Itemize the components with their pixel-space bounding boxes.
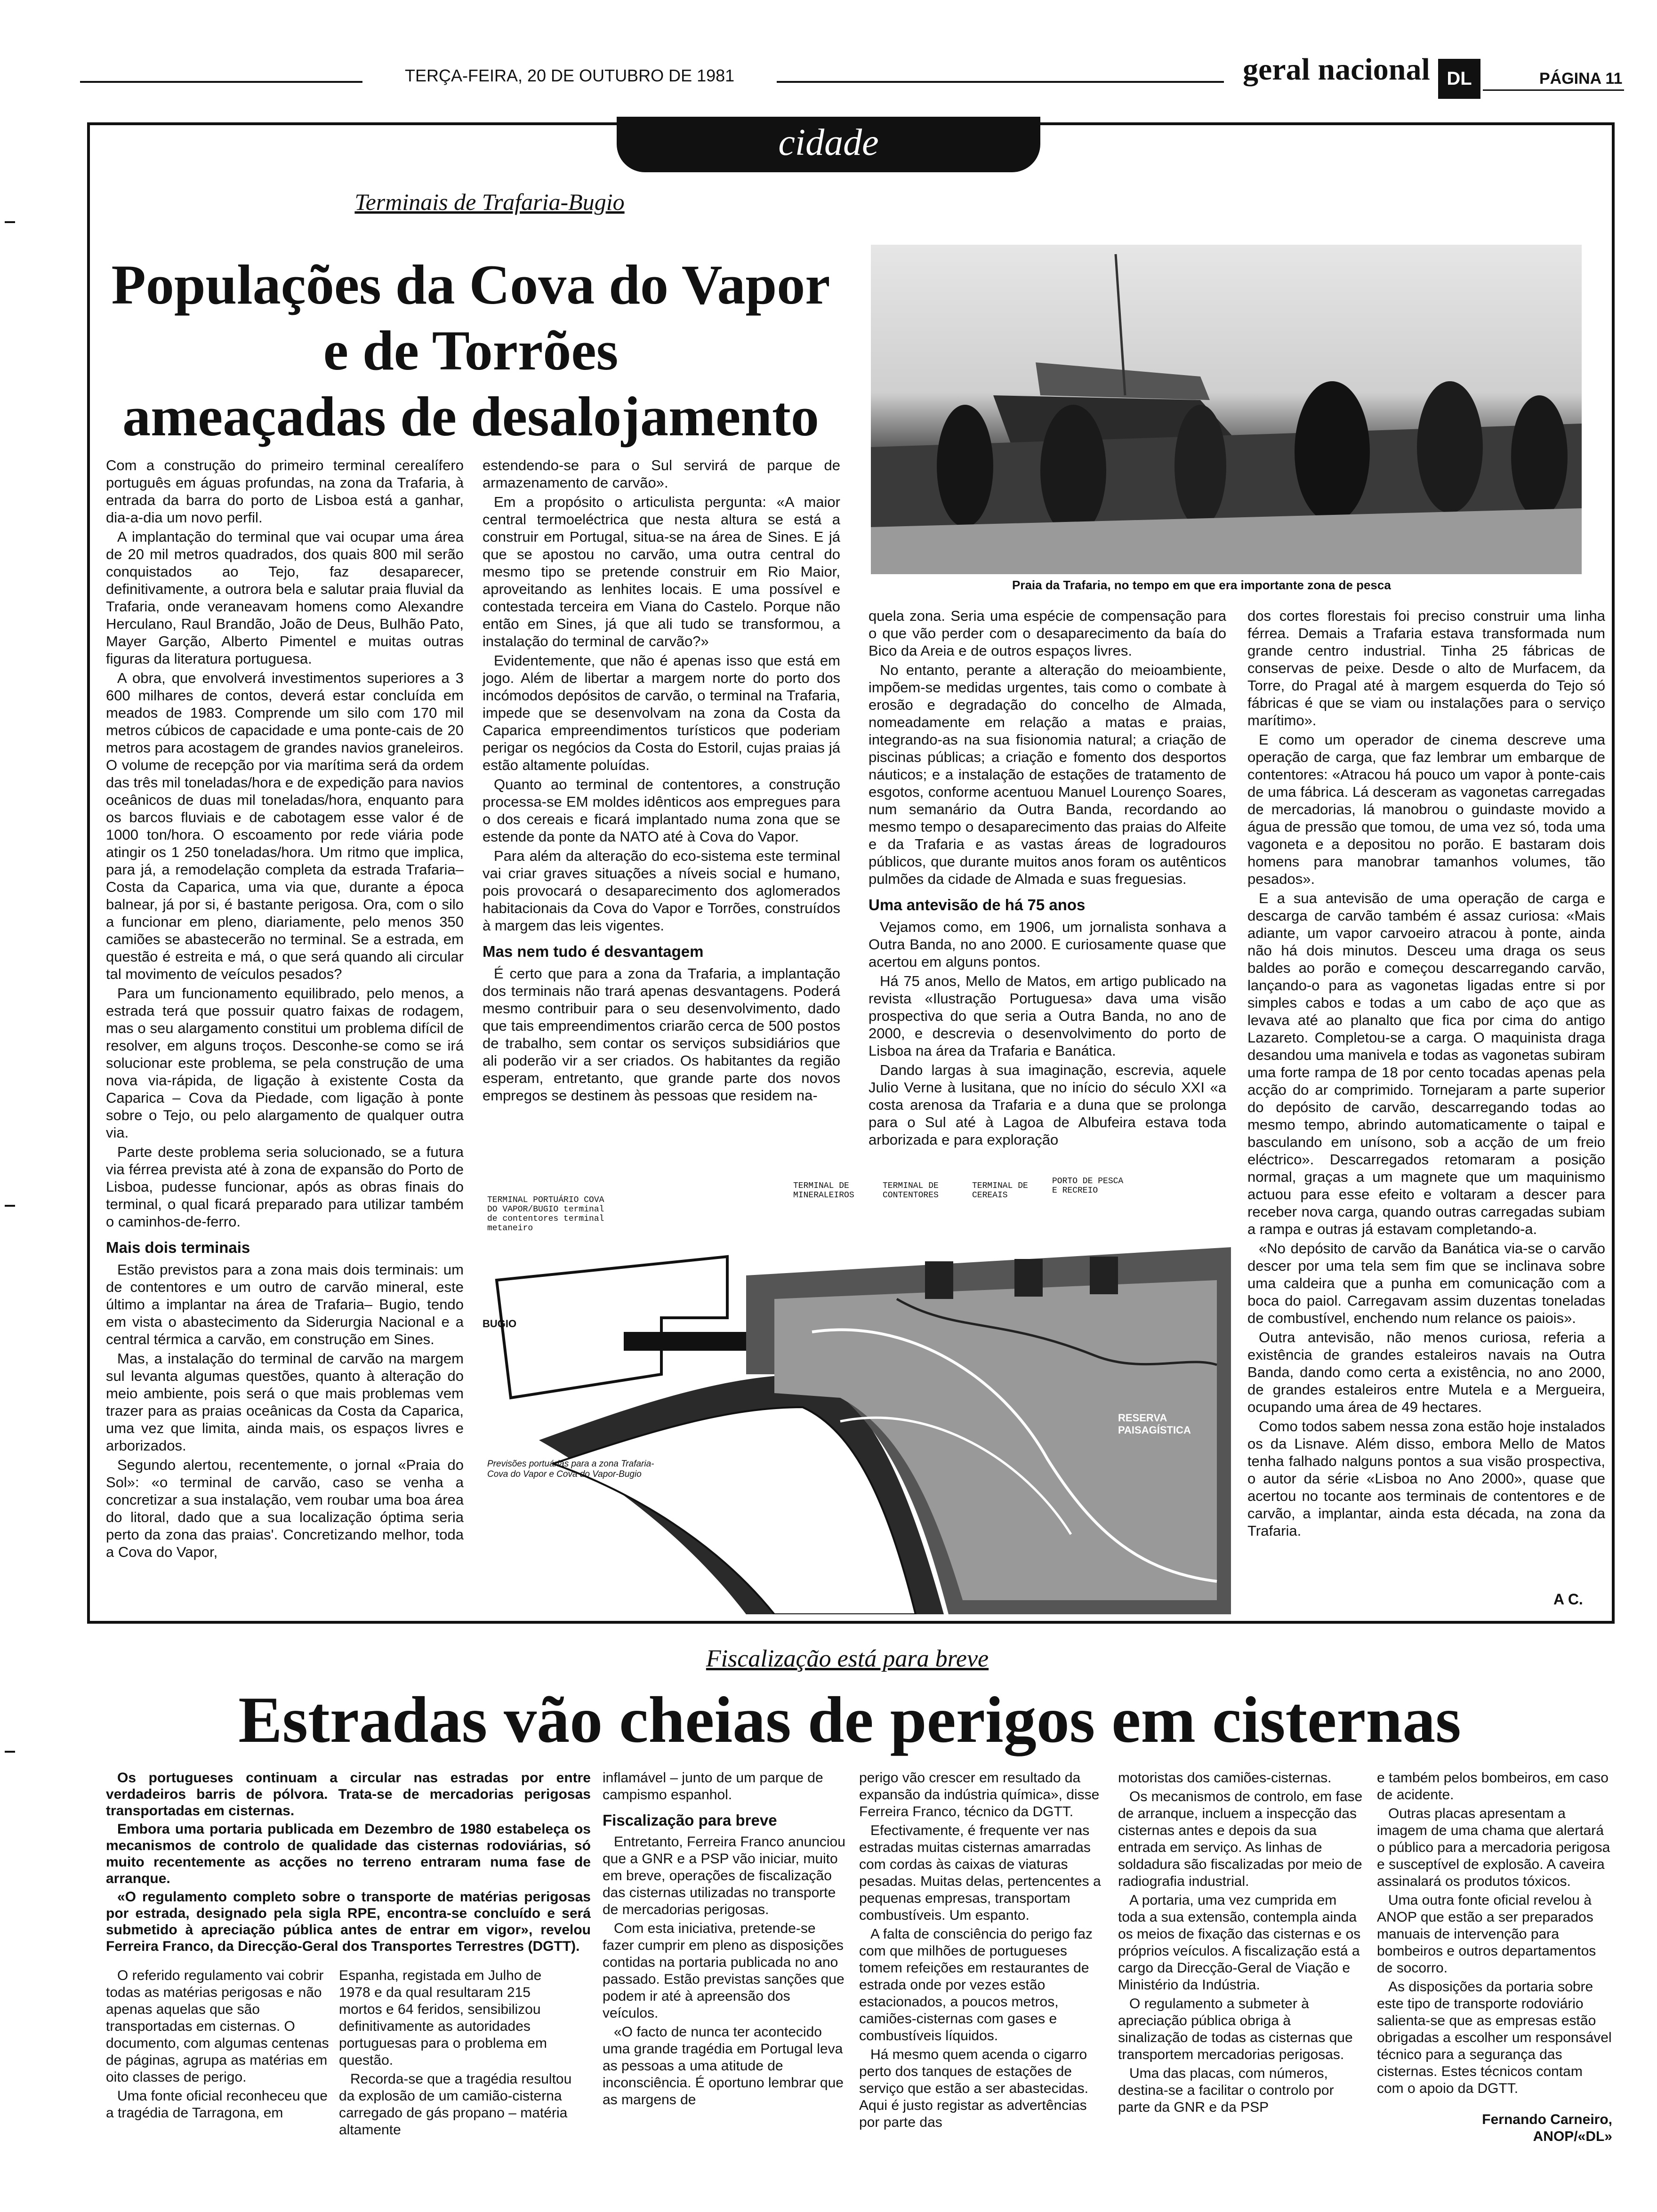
- article1-kicker: Terminais de Trafaria-Bugio: [354, 189, 625, 215]
- map-label-cereais: TERMINAL DE CEREAIS: [972, 1181, 1028, 1200]
- dl-badge-text: DL: [1447, 68, 1472, 89]
- article1-headline-line2: e de Torrões: [323, 319, 619, 382]
- photo-caption: Praia da Trafaria, no tempo em que era importante zona de pesca: [1012, 578, 1391, 592]
- paragraph: Com a construção do primeiro terminal cerealífero português em águas profundas, na zona da Trafaria, à entrada da barra do porto de Lisboa está a ganhar, dia-a-dia um novo perfil.: [106, 457, 464, 526]
- article2-col5: [1118, 1770, 1363, 2118]
- article2-lead: [106, 1770, 591, 1956]
- article1-col3: [869, 607, 1226, 1150]
- margin-mark: [5, 221, 15, 223]
- map-caption: Previsões portuárias para a zona Trafaria-Cova do Vapor e Cova do Vapor-Bugio: [487, 1459, 654, 1479]
- paragraph: «O facto de nunca ter acontecido uma grande tragédia em Portugal leva as pessoas a uma atitude de inconsciência. É oportuno lembrar que as margens de: [603, 2024, 844, 2108]
- paragraph: Mas, a instalação do terminal de carvão na margem sul levanta algumas questões, quanto à alteração do meio ambiente, pois será o que mais problemas vem trazer para as praias oceânicas da Costa da Caparica, uma vez que limita, ainda mais, os espaços livres e arborizados.: [106, 1350, 464, 1454]
- paragraph: Os mecanismos de controlo, em fase de arranque, incluem a inspecção das cisternas antes e depois da sua entrada em serviço. As linhas de soldadura são fiscalizadas por meio de radiografia industrial.: [1118, 1789, 1363, 1889]
- port-plan-map: [483, 1177, 1231, 1614]
- margin-mark: [5, 1205, 15, 1207]
- paragraph: Segundo alertou, recentemente, o jornal «Praia do Sol»: «o terminal de carvão, caso se venha a concretizar a sua instalação, vem roubar uma boa área do litoral, dado que a sua localização óptima seria perto da zona das praias'. Concretizando melhor, toda a Cova do Vapor,: [106, 1457, 464, 1560]
- paragraph: Uma das placas, com números, destina-se a facilitar o controlo por parte da GNR e da PSP: [1118, 2066, 1334, 2115]
- article1-col2: [483, 457, 840, 1106]
- article2-col3: [603, 1770, 847, 2110]
- map-label-terminal-portuario: TERMINAL PORTUÁRIO COVA DO VAPOR/BUGIO terminal de contentores terminal metaneiro: [487, 1195, 604, 1233]
- paragraph: Para um funcionamento equilibrado, pelo menos, a estrada terá que possuir quatro faixas de rodagem, mas o seu alargamento constitui um problema difícil de resolver, em alguns troços. Desconhe-se como se irá solucionar este problema, se pela construção de uma nova via-rápida, de ligação à existente Costa da Caparica – Cova da Piedade, com ligação à ponte sobre o Tejo, ou pelo alargamento de qualquer outra via.: [106, 985, 464, 1141]
- paragraph: perigo vão crescer em resultado da expansão da indústria química», disse Ferreira Franco, técnico da DGTT.: [859, 1770, 1100, 1819]
- header-rule-right: [1483, 89, 1624, 91]
- byline-agency: ANOP/«DL»: [1533, 2129, 1612, 2144]
- article1-headline-line1: Populações da Cova do Vapor: [111, 253, 830, 316]
- paragraph: A obra, que envolverá investimentos superiores a 3 600 milhares de contos, deverá estar concluída em meados de 1983. Comprende um silo com 170 mil metros cúbicos de capacidade e uma ponte-cais de 20 metros para acostagem de grandes navios graneleiros. O volume de recepção por via marítima será da ordem das três mil toneladas/hora e de expedição para navios oceânicos de duas mil toneladas/hora, enquanto para os barcos fluviais e de cabotagem esse valor é de 1000 ton/hora. O escoamento por rede viária pode atingir os 1 250 toneladas/hora. Um ritmo que implica, para já, a remodelação completa da estrada Trafaria–Costa da Caparica, uma via que, durante a época balnear, já por si, é bastante perigosa. Ora, com o silo a funcionar em pleno, diariamente, pelo menos 350 camiões se abastecerão no terminal. Se a estrada, em questão é estreita e má, o que será quando ali circular tal movimento de veículos pesados?: [106, 670, 464, 982]
- article2-col1: [106, 1967, 332, 2124]
- section-banner: [617, 117, 1040, 172]
- paragraph: A portaria, uma vez cumprida em toda a sua extensão, contempla ainda os meios de fixação das cisternas e os próprios veículos. A fiscalização está a cargo da Direcção-Geral de Viação e Ministério da Indústria.: [1118, 1892, 1361, 1993]
- paragraph: Parte deste problema seria solucionado, se a futura via férrea prevista até à zona de expansão do Porto de Lisboa, pudesse funcionar, após as obras finais do terminal, o qual ficará preparado para utilizar também o caminhos-de-ferro.: [106, 1144, 464, 1230]
- paragraph: e também pelos bombeiros, em caso de acidente.: [1377, 1770, 1609, 1803]
- article2-col2: [339, 1967, 574, 2140]
- paragraph: Há 75 anos, Mello de Matos, em artigo publicado na revista «Ilustração Portuguesa» dava uma visão prospectiva do que seria a Outra Banda, no ano de 2000, e descrevia o desenvolvimento do porto de Lisboa na área da Trafaria e Banática.: [869, 973, 1226, 1059]
- subheading: Mais dois terminais: [106, 1239, 250, 1256]
- paragraph: Para além da alteração do eco-sistema este terminal vai criar graves situações a níveis social e humano, pois provocará o desaparecimento dos aglomerados habitacionais da Cova do Vapor e Torrões, construídos à margem das leis vigentes.: [483, 848, 840, 934]
- page-number: PÁGINA 11: [1539, 70, 1623, 88]
- header-rule-left: [80, 81, 362, 83]
- map-label-contentores: TERMINAL DE CONTENTORES: [883, 1181, 939, 1200]
- paragraph: Entretanto, Ferreira Franco anunciou que a GNR e a PSP vão iniciar, muito em breve, operações de fiscalização das cisternas utilizadas no transporte de mercadorias perigosas.: [603, 1834, 845, 1917]
- subheading: Fiscalização para breve: [603, 1811, 777, 1829]
- paragraph: As disposições da portaria sobre este tipo de transporte rodoviário salienta-se que as empresas estão obrigadas a escolher um responsável técnico para a segurança das cisternas. Estes técnicos contam com o apoio da DGTT.: [1377, 1979, 1612, 2096]
- paragraph: Efectivamente, é frequente ver nas estradas muitas cisternas amarradas com cordas às caixas de viaturas pesadas. Muitas delas, pertencentes a pequenas empresas, transportam combustíveis. Um espanto.: [859, 1823, 1101, 1923]
- paragraph: Estão previstos para a zona mais dois terminais: um de contentores e um outro de carvão mineral, este último a implantar na área de Trafaria– Bugio, tendo em vista o abastecimento da Siderurgia Nacional e a central térmica a carvão, em construção em Sines.: [106, 1261, 464, 1347]
- paragraph: Uma fonte oficial reconheceu que a tragédia de Tarragona, em: [106, 2088, 328, 2121]
- trafaria-beach-photo: [871, 245, 1582, 574]
- lead-paragraph: «O regulamento completo sobre o transporte de matérias perigosas por estrada, designado pela sigla RPE, encontra-se concluído e será submetido à apreciação pública antes de entrar em vigor», revelou Ferreira Franco, da Direcção-Geral dos Transportes Terrestres (DGTT).: [106, 1889, 591, 1954]
- subheading: Uma antevisão de há 75 anos: [869, 896, 1086, 914]
- article2-kicker: Fiscalização está para breve: [706, 1645, 989, 1672]
- paragraph: Quanto ao terminal de contentores, a construção processa-se EM moldes idênticos aos empregues para o dos cereais e ficará implantado numa zona que se estende da ponte da NATO até à Cova do Vapor.: [483, 776, 840, 845]
- article2-headline: Estradas vão cheias de perigos em cisternas: [238, 1683, 1461, 1756]
- paragraph: A implantação do terminal que vai ocupar uma área de 20 mil metros quadrados, dos quais 800 mil serão conquistados ao Tejo, faz desaparecer, definitivamente, a outrora bela e salutar praia fluvial da Trafaria, onde veraneavam homens como Alexandre Herculano, Raul Brandão, João de Deus, Bulhão Pato, Mayer Garção, Alberto Pimentel e muitas outras figuras da literatura portuguesa.: [106, 529, 464, 667]
- paragraph: Em a propósito o articulista pergunta: «A maior central termoeléctrica que nesta altura se está a construir em Portugal, situa-se na área de Sines. E já que se apostou no carvão, uma outra central do mesmo tipo se pretende construir em Rio Maior, aproveitando as lenhites locais. E uma possível e contestada terceira em Viana do Castelo. Porque não então em Sines, já que ali tudo se transformou, a instalação do terminal de carvão?»: [483, 494, 840, 649]
- map-label-bugio: BUGIO: [483, 1318, 517, 1330]
- paragraph: Evidentemente, que não é apenas isso que está em jogo. Além de libertar a margem norte do porto dos incómodos depósitos de carvão, o terminal na Trafaria, impede que se desenvolvam na zona da Costa da Caparica empreendimentos turísticos que poderiam perigar os negócios da Costa do Estoril, cujas praias já estão altamente poluídas.: [483, 652, 840, 773]
- paragraph: Com esta iniciativa, pretende-se fazer cumprir em pleno as disposições contidas na portaria publicada no ano passado. Estão previstas sanções que podem ir até à apreensão dos veículos.: [603, 1921, 845, 2021]
- margin-mark: [5, 1751, 15, 1753]
- paragraph: Como todos sabem nessa zona estão hoje instalados os da Lisnave. Além disso, embora Mello de Matos tenha falhado nalguns pontos a sua visão prospectiva, o autor da série «Lisboa no Ano 2000», quase que acertou no tocante aos terminais de contentores e de carvão, a implantar, ainda esta década, na zona da Trafaria.: [1247, 1418, 1605, 1539]
- paragraph: Dando largas à sua imaginação, escrevia, aquele Julio Verne à lusitana, que no início do século XXI «a costa arenosa da Trafaria e a duna que se prolonga para o Sul até à Lagoa de Albufeira estava toda arborizada e para exploração: [869, 1062, 1226, 1148]
- paragraph: Espanha, registada em Julho de 1978 e da qual resultaram 215 mortos e 64 feridos, sensibilizou definitivamente as autoridades portuguesas para o problema em questão.: [339, 1968, 547, 2068]
- paragraph: Há mesmo quem acenda o cigarro perto dos tanques de estações de serviço que estão a ser abastecidas. Aqui é justo registar as advertências por parte das: [859, 2047, 1088, 2130]
- paragraph: A falta de consciência do perigo faz com que milhões de portugueses tomem refeições em restaurantes de estrada onde por vezes estão estacionados, a poucos metros, camiões-cisternas com gases e combustíveis líquidos.: [859, 1926, 1093, 2044]
- article1-col1: [106, 457, 464, 1563]
- byline-author: Fernando Carneiro,: [1482, 2112, 1612, 2127]
- paragraph: E a sua antevisão de uma operação de carga e descarga de carvão também é assaz curiosa: «Mais adiante, um vapor carvoeiro atracou à ponte, ainda não há dois minutos. Desceu uma draga os seus baldes ao porão e começou descarregando carvão, lançando-o para as vagonetas ligadas entre si por simples cabos e todas a um cabo de aço que as levava até ao planalto que fica por cima do antigo Lazareto. Completou-se a carga. O maquinista draga desandou uma manivela e todas as vagonetas subiram uma forte rampa de 18 por cento tocadas apenas pela acção do ar comprimido. Tornejaram a parte superior do depósito de carvão, descarregando todas ao mesmo tempo, abrindo automaticamente o taipal e basculando em unísono, sob a acção de um freio eléctrico». Descarregados retomaram a posição normal, graças a um magnete que um maquinismo actuou para esse efeito e voltaram a descer para receber nova carga, quando outras carregadas subiam a rampa e outras já estavam completando-a.: [1247, 890, 1605, 1237]
- article1-signature: A C.: [1553, 1591, 1583, 1608]
- subheading: Mas nem tudo é desvantagem: [483, 943, 704, 960]
- paragraph: motoristas dos camiões-cisternas.: [1118, 1770, 1332, 1786]
- paragraph: O regulamento a submeter à apreciação pública obriga à sinalização de todas as cisternas que transportem mercadorias perigosas.: [1118, 1996, 1353, 2062]
- paragraph: Outras placas apresentam a imagem de uma chama que alertará o público para a mercadoria perigosa e susceptível de explosão. A caveira assinalará os produtos tóxicos.: [1377, 1806, 1610, 1889]
- map-label-reserva: RESERVA PAISAGÍSTICA: [1118, 1412, 1191, 1436]
- article1-col4: [1247, 607, 1605, 1541]
- dl-badge: [1438, 59, 1480, 99]
- paragraph: No entanto, perante a alteração do meioambiente, impõem-se medidas urgentes, tais como o combate à erosão e degradação do concelho de Almada, nomeadamente em relação a matas e praias, integrando-as na sua fisionomia natural; a criação de piscinas públicas; a criação e fomento dos desportos náuticos; e a instalação de estações de tratamento de esgotos, conforme acentuou Manuel Lourenço Soares, num semanário da Outra Banda, recordando ao mesmo tempo o desaparecimento das praias do Alfeite e da Trafaria e as vastas áreas de logradouros públicos, que durante muitos anos foram os autênticos pulmões da cidade de Almada e suas freguesias.: [869, 662, 1226, 887]
- paragraph: Recorda-se que a tragédia resultou da explosão de um camião-cisterna carregado de gás propano – matéria altamente: [339, 2071, 572, 2138]
- section-name: geral nacional: [1243, 52, 1430, 87]
- article2-col4: [859, 1770, 1104, 2133]
- paragraph: Uma outra fonte oficial revelou à ANOP que estão a ser preparados manuais de intervenção para bombeiros e outros departamentos de socorro.: [1377, 1892, 1596, 1976]
- article1-headline-line3: ameaçadas de desalojamento: [122, 385, 819, 448]
- paragraph: Outra antevisão, não menos curiosa, referia a existência de grandes estaleiros navais na Outra Banda, dando como certa a existência, no ano 2000, de grandes estaleiros entre Mutela e a Mergueira, ocupando uma área de 49 hectares.: [1247, 1329, 1605, 1415]
- paragraph: É certo que para a zona da Trafaria, a implantação dos terminais não trará apenas desvantagens. Poderá mesmo contribuir para o seu desenvolvimento, dado que tais empreendimentos criarão cerca de 500 postos de trabalho, sem contar os serviços subsidiários que ali poderão vir a ser criados. Os habitantes da região esperam, entretanto, que grande parte dos novos empregos se destinem às pessoas que residem na-: [483, 965, 840, 1104]
- map-label-mineraleiros: TERMINAL DE MINERALEIROS: [793, 1181, 854, 1200]
- paragraph: «No depósito de carvão da Banática via-se o carvão descer por uma tela sem fim que se inclinava sobre uma caldeira que a punha em comunicação com a boca do paiol. Carregavam assim duzentas toneladas de combustível, enchendo num relance os paiois».: [1247, 1240, 1605, 1326]
- header-rule-mid: [777, 81, 1224, 83]
- paragraph: E como um operador de cinema descreve uma operação de carga, que faz lembrar um embarque de contentores: «Atracou há pouco um vapor à ponte-cais de uma fábrica. Lá desceram as vagonetas carregadas de mercadorias, lá manobrou o guindaste movido a água de pressão que tomou, de uma vez só, toda uma vagoneta e a depositou no porão. E bastaram dois homens para manobrar tamanhos volumes, tão pesados».: [1247, 731, 1605, 887]
- photo-silhouettes: [871, 245, 1582, 574]
- paragraph: quela zona. Seria uma espécie de compensação para o que vão perder com o desaparecimento da baía do Bico da Areia e de outros espaços livres.: [869, 608, 1226, 659]
- lead-paragraph: Os portugueses continuam a circular nas estradas por entre verdadeiros barris de pólvora. Trata-se de mercadorias perigosas transportadas em cisternas.: [106, 1770, 591, 1819]
- paragraph: Vejamos como, em 1906, um jornalista sonhava a Outra Banda, no ano 2000. E curiosamente quase que acertou em alguns pontos.: [869, 919, 1226, 970]
- section-banner-text: cidade: [778, 122, 879, 163]
- paragraph: estendendo-se para o Sul servirá de parque de armazenamento de carvão».: [483, 457, 840, 491]
- map-drawing: [483, 1177, 1231, 1614]
- map-label-porto-pesca: PORTO DE PESCA E RECREIO: [1052, 1177, 1124, 1195]
- header-date: TERÇA-FEIRA, 20 DE OUTUBRO DE 1981: [405, 66, 735, 85]
- lead-paragraph: Embora uma portaria publicada em Dezembro de 1980 estabeleça os mecanismos de controlo de qualidade das cisternas rodoviárias, só muito recentemente as acções no terreno entraram numa fase de arranque.: [106, 1821, 591, 1886]
- article2-col6: [1377, 1770, 1612, 2145]
- paragraph: inflamável – junto de um parque de campismo espanhol.: [603, 1770, 823, 1803]
- paragraph: O referido regulamento vai cobrir todas as matérias perigosas e não apenas aquelas que são transportadas em cisternas. O documento, com algumas centenas de páginas, agrupa as matérias em oito classes de perigo.: [106, 1968, 329, 2085]
- paragraph: dos cortes florestais foi preciso construir uma linha férrea. Demais a Trafaria estava transformada num grande centro industrial. Tinha 25 fábricas de conservas de peixe. Desde o alto de Murfacem, da Torre, do Pragal até à margem esquerda do Tejo só fábricas é que se viam ou instalações para o serviço marítimo».: [1247, 608, 1605, 729]
